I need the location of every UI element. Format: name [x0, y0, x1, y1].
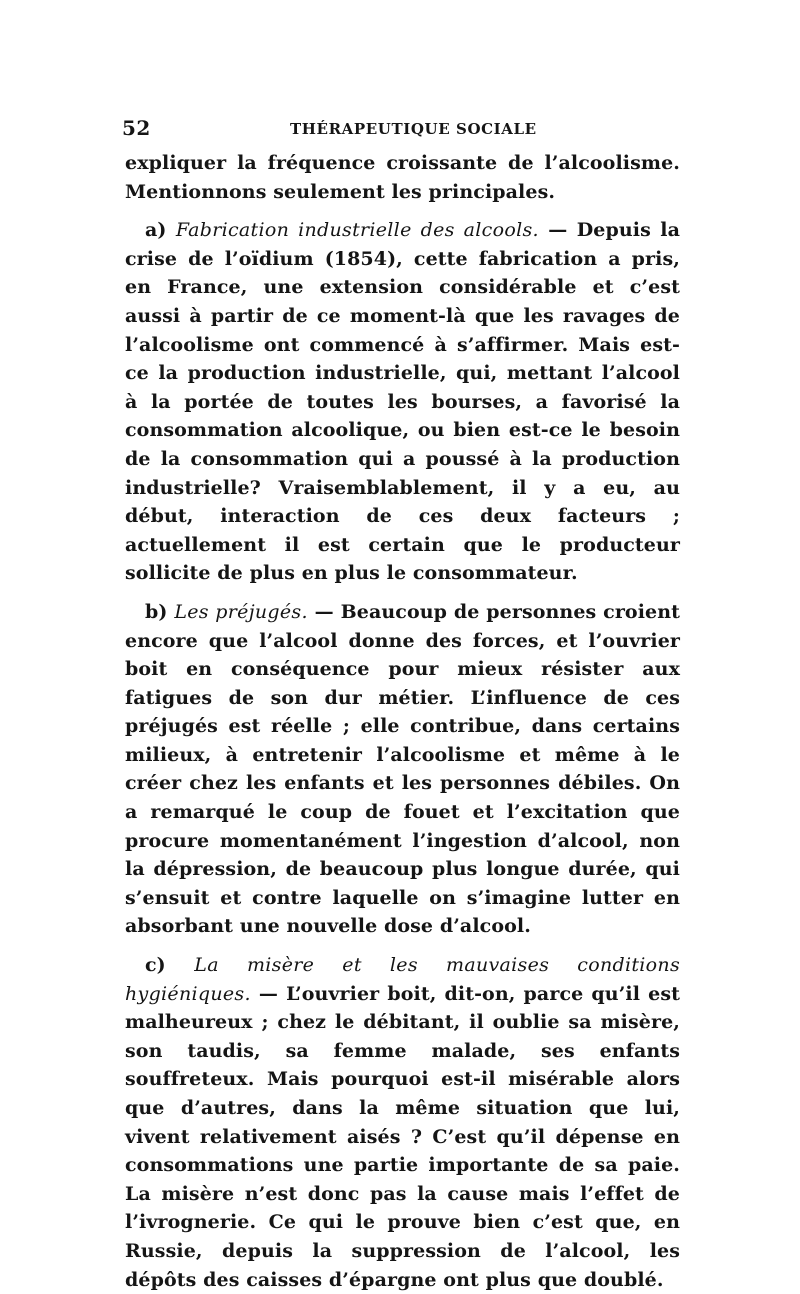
page-body: [125, 149, 680, 1294]
section-c-text: — L’ouvrier boit, dit-on, parce qu’il est malheureux ; chez le débitant, il oublie sa misère, son taudis, sa femme malade, ses enfants souffreteux. Mais pourquoi est-il misérable alors que d’autres, dans la même situation que lui, vivent relativement aisés ? C’est qu’il dépense en consommations une partie importante de sa paie. La misère n’est donc pas la cause mais l’effet de l’ivrognerie. Ce qui le prouve bien c’est que, en Russie, depuis la suppression de l’alcool, les dépôts des caisses d’épargne ont plus que doublé.: [125, 982, 680, 1291]
section-c-paragraph: [125, 951, 680, 1294]
section-a-paragraph: [125, 216, 680, 588]
section-c-title: La misère et les mauvaises conditions hygiéniques.: [125, 954, 680, 1005]
section-a-title: Fabrication industrielle des alcools.: [175, 219, 539, 242]
section-c-letter: c): [145, 954, 166, 977]
section-b-title: Les préjugés.: [174, 600, 308, 623]
running-head: THÉRAPEUTIQUE SOCIALE: [290, 120, 537, 138]
section-b-paragraph: [125, 598, 680, 941]
section-b-text: — Beaucoup de personnes croient encore que l’alcool donne des forces, et l’ouvrier boit en conséquence pour mieux résister aux fatigues de son dur métier. L’influence de ces préjugés est réelle ; elle contribue, dans certains milieux, à entretenir l’alcoolisme et même à le créer chez les enfants et les personnes débiles. On a remarqué le coup de fouet et l’excitation que procure momentanément l’ingestion d’alcool, non la dépression, de beaucoup plus longue durée, qui s’ensuit et contre laquelle on s’imagine lutter en absorbant une nouvelle dose d’alcool.: [125, 600, 681, 938]
section-a-text: — Depuis la crise de l’oïdium (1854), cette fabrication a pris, en France, une extension considérable et c’est aussi à partir de ce moment-là que les ravages de l’alcoolisme ont commencé à s’affirmer. Mais est-ce la production industrielle, qui, mettant l’alcool à la portée de toutes les bourses, a favorisé la consommation alcoolique, ou bien est-ce le besoin de la consommation qui a poussé à la production industrielle? Vraisemblablement, il y a eu, au début, interaction de ces deux facteurs ; actuellement il est certain que le producteur sollicite de plus en plus le consommateur.: [125, 219, 680, 585]
intro-paragraph: expliquer la fréquence croissante de l’alcoolisme. Mentionnons seulement les principales.: [125, 152, 680, 203]
section-a-letter: a): [145, 219, 167, 242]
page-number: 52: [122, 116, 151, 140]
section-b-letter: b): [145, 600, 168, 623]
